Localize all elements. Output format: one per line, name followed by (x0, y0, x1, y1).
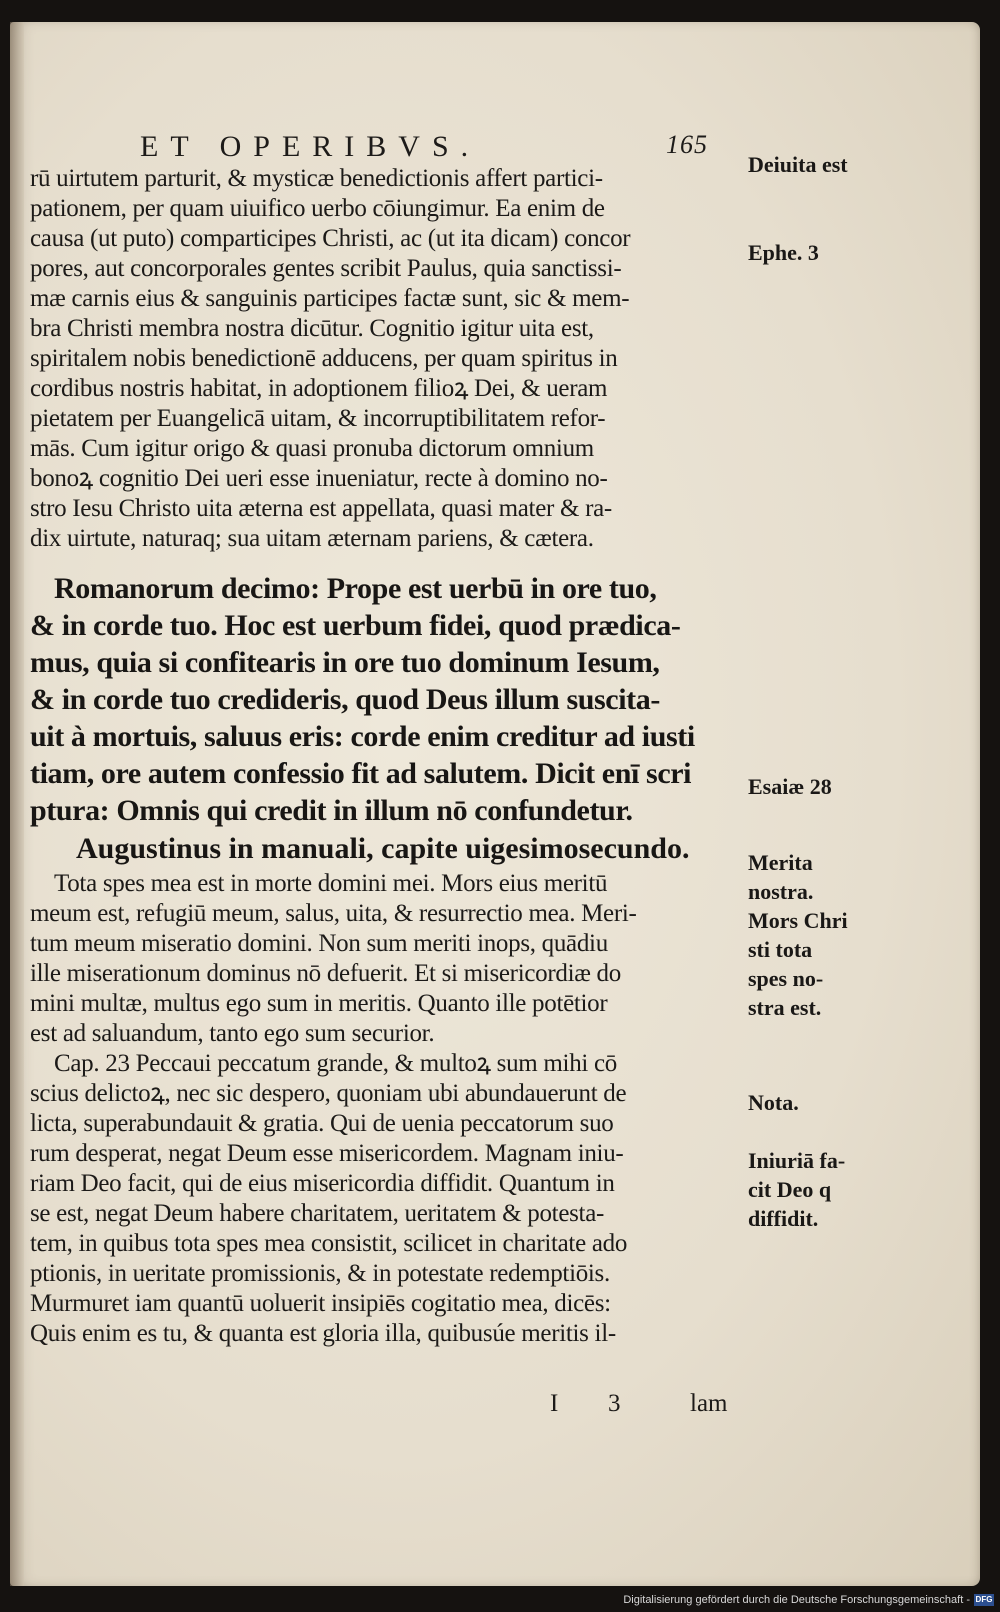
marginal-note-merita (748, 848, 888, 1022)
marginal-note-deiuita: Deiuita est (748, 152, 848, 177)
marginal-note-esaiae: Esaiæ 28 (748, 774, 832, 799)
folio-number: 165 (666, 130, 708, 159)
paragraph-3 (30, 869, 745, 1049)
text-line: tiam, ore autem confessio fit ad salutem. Dicit enī scri (30, 757, 692, 790)
book-page (10, 22, 980, 1586)
text-line: spiritalem nobis benedictionē adducens, per quam spiritus in (30, 345, 618, 372)
paragraph-gap (30, 554, 745, 570)
text-line: mus, quia si confitearis in ore tuo dominum Iesum, (30, 646, 660, 679)
text-line: rum desperat, negat Deum esse misericordem. Magnam iniu- (30, 1140, 624, 1167)
text-line: pietatem per Euangelicā uitam, & incorruptibilitatem refor- (30, 405, 606, 432)
text-line: mās. Cum igitur origo & quasi pronuba dictorum omnium (30, 435, 594, 462)
text-line: mini multæ, multus ego sum in meritis. Quanto ille potētior (30, 990, 608, 1017)
marginal-line: Iniuriā fa- (748, 1148, 846, 1173)
running-head-title: ET OPERIBVS. (140, 130, 481, 163)
paragraph-2-romans (30, 570, 745, 829)
marginal-line: stra est. (748, 995, 822, 1020)
text-line: mæ carnis eius & sanguinis participes factæ sunt, sic & mem- (30, 285, 630, 312)
text-line: ptura: Omnis qui credit in illum nō confundetur. (30, 794, 633, 827)
marginal-line: cit Deo q (748, 1177, 832, 1202)
text-line: causa (ut puto) comparticipes Christi, ac (ut ita dicam) concor (30, 225, 631, 252)
signature-mark: I (550, 1390, 559, 1417)
text-line: Murmuret iam quantū uoluerit insipiēs cogitatio mea, dicēs: (30, 1290, 611, 1317)
text-line: rū uirtutem parturit, & mysticæ benedictionis affert partici- (30, 165, 603, 192)
signature-line (550, 1390, 760, 1420)
dfg-logo-icon: DFG (975, 1595, 993, 1604)
digitization-footer (623, 1592, 994, 1608)
marginal-line: Merita (748, 850, 813, 875)
text-line: licta, superabundauit & gratia. Qui de uenia peccatorum suo (30, 1110, 614, 1137)
text-line: pores, aut concorporales gentes scribit Paulus, quia sanctissi- (30, 255, 622, 282)
paragraph-1 (30, 164, 745, 554)
paragraph-4 (30, 1049, 745, 1349)
text-line: pationem, per quam uiuifico uerbo cōiungimur. Ea enim de (30, 195, 605, 222)
text-line: Tota spes mea est in morte domini mei. Mors eius meritū (54, 870, 608, 897)
signature-number: 3 (608, 1390, 621, 1417)
marginal-line: diffidit. (748, 1206, 819, 1231)
text-line: ptionis, in ueritate promissionis, & in potestate redemptiōis. (30, 1260, 610, 1287)
catchword: lam (690, 1390, 728, 1417)
text-line: & in corde tuo credideris, quod Deus illum suscita- (30, 683, 660, 716)
text-line: tem, in quibus tota spes mea consistit, scilicet in charitate ado (30, 1230, 628, 1257)
marginal-line: Mors Chri (748, 908, 848, 933)
text-line: se est, negat Deum habere charitatem, ueritatem & potesta- (30, 1200, 605, 1227)
marginal-line: nostra. (748, 879, 814, 904)
running-head (140, 130, 740, 166)
text-line: tum meum miseratio domini. Non sum meriti inops, quādiu (30, 930, 608, 957)
text-line: riam Deo facit, qui de eius misericordia diffidit. Quantum in (30, 1170, 615, 1197)
marginal-note-nota: Nota. (748, 1090, 799, 1115)
text-line: Cap. 23 Peccaui peccatum grande, & multoꝝ sum mihi cō (54, 1050, 617, 1077)
marginal-note-iniuria (748, 1146, 888, 1233)
text-line: Romanorum decimo: Prope est uerbū in ore tuo, (54, 572, 657, 605)
text-line: meum est, refugiū meum, salus, uita, & resurrectio mea. Meri- (30, 900, 637, 927)
text-line: est ad saluandum, tanto ego sum securior. (30, 1020, 435, 1047)
page-gutter-shadow (10, 22, 24, 1586)
footer-credit: Digitalisierung gefördert durch die Deutsche Forschungsgemeinschaft - (623, 1594, 970, 1606)
text-line: ille miserationum dominus nō defuerit. Et si misericordiæ do (30, 960, 621, 987)
marginal-line: spes no- (748, 966, 824, 991)
text-line: & in corde tuo. Hoc est uerbum fidei, quod prædica- (30, 609, 681, 642)
text-line: scius delictoꝝ, nec sic despero, quoniam ubi abundauerunt de (30, 1080, 627, 1107)
text-line: stro Iesu Christo uita æterna est appellata, quasi mater & ra- (30, 495, 612, 522)
main-text-block (30, 164, 745, 1349)
marginal-line: sti tota (748, 937, 813, 962)
text-line: uit à mortuis, saluus eris: corde enim creditur ad iusti (30, 720, 695, 753)
text-line: bonoꝝ cognitio Dei ueri esse inueniatur, recte à domino no- (30, 465, 608, 492)
text-line: cordibus nostris habitat, in adoptionem filioꝝ Dei, & ueram (30, 375, 608, 402)
marginal-note-ephe: Ephe. 3 (748, 240, 819, 265)
text-line: dix uirtute, naturaq; sua uitam æternam pariens, & cætera. (30, 525, 594, 552)
text-line: bra Christi membra nostra dicūtur. Cognitio igitur uita est, (30, 315, 594, 342)
section-heading: Augustinus in manuali, capite uigesimosecundo. (76, 832, 690, 865)
text-line: Quis enim es tu, & quanta est gloria illa, quibusúe meritis il- (30, 1320, 616, 1347)
